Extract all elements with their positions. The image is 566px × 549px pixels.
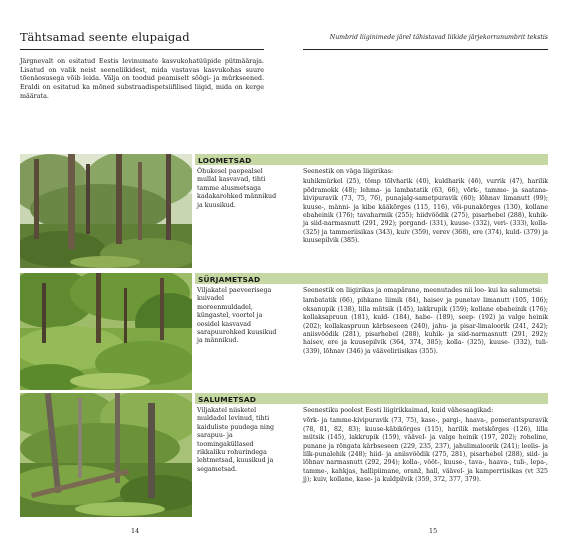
forest-photo-loometsad <box>20 154 192 268</box>
section-salumetsad <box>20 393 548 517</box>
left-header-rule <box>20 28 264 50</box>
forest-photo-image <box>20 154 192 268</box>
header-note: Numbrid liiginimede järel tähistavad liikide järjekorranumbrit tekstis <box>329 34 548 41</box>
species-intro: Seenestik on väga liigirikas: <box>303 168 394 175</box>
section-title: SÜRJAMETSAD <box>198 274 261 284</box>
forest-photo-image <box>20 393 192 517</box>
forest-photo-image <box>20 273 192 390</box>
species-list: lambatatik (66), pihkane liimik (84), haisev ja punetav limanutt (105, 106); oksanupik (138), lilla mütsik (145), lakkrupik (159); kollane ebaheinik (176); kollaksapruun (181), kuld- (184), habe- (189), seep- (192) ja valge heinik (202); kollakaspruun kärbseseen (240), jahu- ja pisar-limaloorik (241, 242); aniisvöödik (281), pisarhebel (288), kuhik- ja siid-narmasnutt (291, 292); haisev, ere ja kuusepilvik (364, 374, 385); kolla- (325), kuuse- (332), tuli- (339), lõhnav (346) ja vääveliriisikas (355). <box>303 297 548 355</box>
species-list: kuhikmürkel (25), tömp tõlvharik (40), kuldharik (46), vurrik (47), harilik põdramokk (48); lehma- ja lambatatik (63, 66), võrk-, tamme- ja saatana-kivipuravik (73, 75, 76), punajalg-sametpuravik (60); lõhnav limanutt (99); kuuse-, männi- ja kibe kääkõrges (115, 116), või-punakõrges (130), kollane ebaheinik (176); tavaharmik (255); hiidvöödik (275), pisarhebel (288), kuhik- ja siid-narmasnutt (291, 292); porgand- (331), kuuse- (332), veri- (333), kolla- (325) ja tammeriisikas (343), kuiv (359), verev (368), ere (374), kuld- (379) ja kuusepilvik (385). <box>303 178 548 245</box>
habitat-description: Õhukesel paepealsel mullal kasvavad, tihti tamme alusmetsaga kadakarohked männikud ja kuusikud. <box>197 168 277 209</box>
species-list: võrk- ja tamme-kivipuravik (73, 75), kase-, pargi-, haava-, pomerantspuravik (78, 81, 82, 83); kuuse-käbikõrges (115), harilik metskõrges (126), lilla mütsik (145), lakkrupik (159), vääveI- ja valge heinik (197, 202); roheline, punane ja rõngata kärbseseen (229, 235, 237), jahulimaloorik (241); leelis- ja lilk-punalehik (248); hiid- ja aniisvöödik (275, 281), pisarhebel (288), siid- ja lõhnav narmasnutt (292, 294); kolla-, vööt-, kuuse-, tava-, haava-, tuli-, lepa-, tamme-, kahkjas, hallipiimane, oranž, hall, väävel- ja kamperriisikas (vt 325 jj); kuiv, kollane, kase- ja kuldpilvik (359, 372, 377, 379). <box>303 417 548 484</box>
species-intro: Seenestik on liigirikas ja omapärane, meenutades nii loo- kui ka salumetsi: <box>303 287 543 294</box>
section-header-bar <box>195 393 548 404</box>
intro-paragraph: Järgnevalt on esitatud Eestis levinumate kasvukohatüüpide pütmääraja. Lisatud on valik neist seeneliikidest, mida vastavas kasvukohas suure tõenäosusega võib leida. Välja on toodud peamiselt söögi- ja mürkseened. Eraldi on esitatud ka mõned substraadispetsiifilised liigid, mida on kerge määrata. <box>20 57 264 100</box>
species-column <box>303 407 548 485</box>
habitat-description: Viljakatel niisketel muldadel levinud, tihti kaiduliste puudega ning sarapuu- ja toomingaküllased rikkaliku rohurindega lehtmetsad, kuusikud ja segametsad. <box>197 407 275 473</box>
page-number-left: 14 <box>131 527 140 535</box>
section-title: SALUMETSAD <box>198 394 257 404</box>
species-column <box>303 287 548 356</box>
page-title: Tähtsamad seente elupaigad <box>20 30 190 44</box>
section-loometsad <box>20 154 548 268</box>
species-intro: Seenestiku poolest Eesti liigirikkaimad, kuid vähesaagikad: <box>303 407 494 414</box>
section-header-bar <box>195 273 548 284</box>
habitat-description: Viljakatel paeveerisega kuivadel moreenmuldadel, küngastel, voortel ja oosidel kasvavad sarapuurohked kuusikud ja männikud. <box>197 287 277 345</box>
section-title: LOOMETSAD <box>198 155 252 165</box>
species-column <box>303 168 548 246</box>
right-header-rule <box>303 28 548 50</box>
forest-photo-salumetsad <box>20 393 192 517</box>
forest-photo-surjametsad <box>20 273 192 390</box>
section-header-bar <box>195 154 548 165</box>
section-surjametsad <box>20 273 548 390</box>
page-number-right: 15 <box>429 527 438 535</box>
